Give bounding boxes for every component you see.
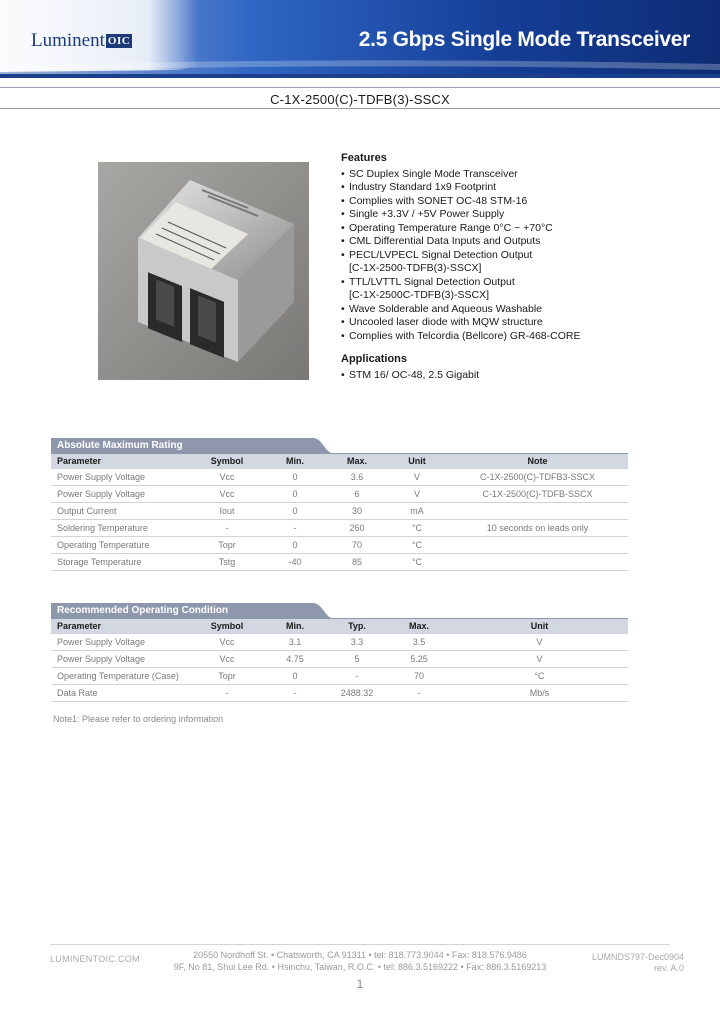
table-cell: 85 <box>327 554 387 571</box>
table-row <box>51 651 628 668</box>
product-photo <box>98 162 309 380</box>
recommended-operating-condition-table <box>51 603 628 702</box>
column-header: Max. <box>387 619 451 634</box>
table-cell: 0 <box>263 486 327 503</box>
feature-item: • CML Differential Data Inputs and Outputs <box>341 235 580 249</box>
feature-item: • Complies with SONET OC-48 STM-16 <box>341 195 580 209</box>
table-cell: V <box>387 486 447 503</box>
table-cell: Soldering Temperature <box>51 520 191 537</box>
table-cell: 5 <box>327 651 387 668</box>
column-header: Unit <box>451 619 628 634</box>
document-code: LUMNDS797-Dec0904 <box>591 952 684 962</box>
table-cell: 70 <box>387 668 451 685</box>
table-row <box>51 520 628 537</box>
footer-website-link[interactable]: LUMINENTOIC.COM <box>50 954 140 964</box>
table-cell: Operating Temperature <box>51 537 191 554</box>
applications-section <box>341 353 580 382</box>
table-cell: 260 <box>327 520 387 537</box>
company-logo <box>31 30 132 52</box>
table-cell: Storage Temperature <box>51 554 191 571</box>
table-title: Recommended Operating Condition <box>57 605 229 616</box>
table-row <box>51 685 628 702</box>
table-row <box>51 537 628 554</box>
table-header-row <box>51 454 628 469</box>
table-cell: Output Current <box>51 503 191 520</box>
revision: rev. A.0 <box>654 963 684 973</box>
table-cell: Tstg <box>191 554 263 571</box>
feature-item-continuation: [C-1X-2500C-TDFB(3)-SSCX] <box>349 289 490 301</box>
table-row <box>51 634 628 651</box>
table-cell: - <box>191 685 263 702</box>
address-line-taiwan: 9F, No 81, Shui Lee Rd. • Hsinchu, Taiwan, R.O.C. • tel: 886.3.5169222 • Fax: 886.3.5169213 <box>173 962 547 972</box>
divider <box>0 87 720 88</box>
footer-divider <box>50 944 670 945</box>
feature-item: • Single +3.3V / +5V Power Supply <box>341 208 580 222</box>
table-title: Absolute Maximum Rating <box>57 440 183 451</box>
feature-item: • Complies with Telcordia (Bellcore) GR-468-CORE <box>341 330 580 344</box>
feature-item-continuation: [C-1X-2500-TDFB(3)-SSCX] <box>349 262 482 274</box>
column-header: Symbol <box>191 454 263 469</box>
table-cell: C-1X-2500(C)-TDFB-SSCX <box>447 486 628 503</box>
table-cell: 0 <box>263 668 327 685</box>
footnote: Note1: Please refer to ordering information <box>53 714 224 724</box>
table-cell: Vcc <box>191 469 263 486</box>
table-cell: 3.5 <box>387 634 451 651</box>
table-cell: °C <box>451 668 628 685</box>
table-cell: V <box>451 651 628 668</box>
table-cell: 3.3 <box>327 634 387 651</box>
application-item: • STM 16/ OC-48, 2.5 Gigabit <box>341 369 580 383</box>
logo-box: OIC <box>107 35 131 47</box>
table-cell: 3.6 <box>327 469 387 486</box>
column-header: Unit <box>387 454 447 469</box>
column-header: Max. <box>327 454 387 469</box>
logo-text: Luminent <box>31 30 105 51</box>
feature-item: • Operating Temperature Range 0°C ~ +70°C <box>341 222 580 236</box>
table-cell: Power Supply Voltage <box>51 634 191 651</box>
divider <box>0 108 720 109</box>
features-list <box>341 168 580 344</box>
table-cell <box>447 503 628 520</box>
applications-list <box>341 369 580 383</box>
table-cell: - <box>263 520 327 537</box>
table-cell: 0 <box>263 469 327 486</box>
table-cell: 0 <box>263 537 327 554</box>
table-cell: °C <box>387 554 447 571</box>
applications-heading: Applications <box>341 353 408 365</box>
table-cell: Data Rate <box>51 685 191 702</box>
table-cell: Power Supply Voltage <box>51 469 191 486</box>
table-row <box>51 554 628 571</box>
table-row <box>51 503 628 520</box>
table-cell <box>447 537 628 554</box>
table-title-tab <box>51 438 628 454</box>
table-cell: - <box>327 668 387 685</box>
page-number: 1 <box>356 977 364 991</box>
document-code-block <box>592 952 684 974</box>
table-cell: °C <box>387 520 447 537</box>
table-cell: Topr <box>191 537 263 554</box>
absolute-maximum-rating-table <box>51 438 628 571</box>
column-header: Typ. <box>327 619 387 634</box>
table-row <box>51 486 628 503</box>
table-cell: 5.25 <box>387 651 451 668</box>
table-cell: Vcc <box>191 486 263 503</box>
table-cell: - <box>387 685 451 702</box>
table-cell: 70 <box>327 537 387 554</box>
column-header: Symbol <box>191 619 263 634</box>
table-cell: Vcc <box>191 651 263 668</box>
table-cell: 30 <box>327 503 387 520</box>
table-cell: Operating Temperature (Case) <box>51 668 191 685</box>
feature-item: • TTL/LVTTL Signal Detection Output <box>341 276 580 290</box>
table-cell: 0 <box>263 503 327 520</box>
table-title-tab <box>51 603 628 619</box>
table-cell: 10 seconds on leads only <box>447 520 628 537</box>
table-cell: 3.1 <box>263 634 327 651</box>
table-cell: Mb/s <box>451 685 628 702</box>
table-row <box>51 469 628 486</box>
column-header: Parameter <box>51 619 191 634</box>
table-cell: V <box>387 469 447 486</box>
table-cell: -40 <box>263 554 327 571</box>
feature-item: • PECL/LVPECL Signal Detection Output <box>341 249 580 263</box>
column-header: Min. <box>263 619 327 634</box>
table-cell: Topr <box>191 668 263 685</box>
table-cell: Power Supply Voltage <box>51 651 191 668</box>
features-heading: Features <box>341 152 387 164</box>
address-line-us: 20550 Nordhoff St. • Chatsworth, CA 91311 • tel: 818.773.9044 • Fax: 818.576.9486 <box>193 950 527 960</box>
features-section <box>341 152 580 382</box>
table-cell: V <box>451 634 628 651</box>
table-cell: °C <box>387 537 447 554</box>
column-header: Min. <box>263 454 327 469</box>
feature-item: • Industry Standard 1x9 Footprint <box>341 181 580 195</box>
table-cell: Power Supply Voltage <box>51 486 191 503</box>
column-header: Note <box>447 454 628 469</box>
table-cell <box>447 554 628 571</box>
table-cell: 2488.32 <box>327 685 387 702</box>
page-header <box>0 0 720 78</box>
feature-item: • Wave Solderable and Aqueous Washable <box>341 303 580 317</box>
table-cell: Vcc <box>191 634 263 651</box>
feature-item: • SC Duplex Single Mode Transceiver <box>341 168 580 182</box>
part-number: C-1X-2500(C)-TDFB(3)-SSCX <box>270 92 450 107</box>
table-cell: Iout <box>191 503 263 520</box>
column-header: Parameter <box>51 454 191 469</box>
table-row <box>51 668 628 685</box>
document-title: 2.5 Gbps Single Mode Transceiver <box>358 28 690 51</box>
table-cell: - <box>191 520 263 537</box>
table-cell: - <box>263 685 327 702</box>
table-cell: mA <box>387 503 447 520</box>
table-cell: C-1X-2500(C)-TDFB3-SSCX <box>447 469 628 486</box>
feature-item: • Uncooled laser diode with MQW structure <box>341 316 580 330</box>
table-header-row <box>51 619 628 634</box>
table-cell: 6 <box>327 486 387 503</box>
table-cell: 4.75 <box>263 651 327 668</box>
